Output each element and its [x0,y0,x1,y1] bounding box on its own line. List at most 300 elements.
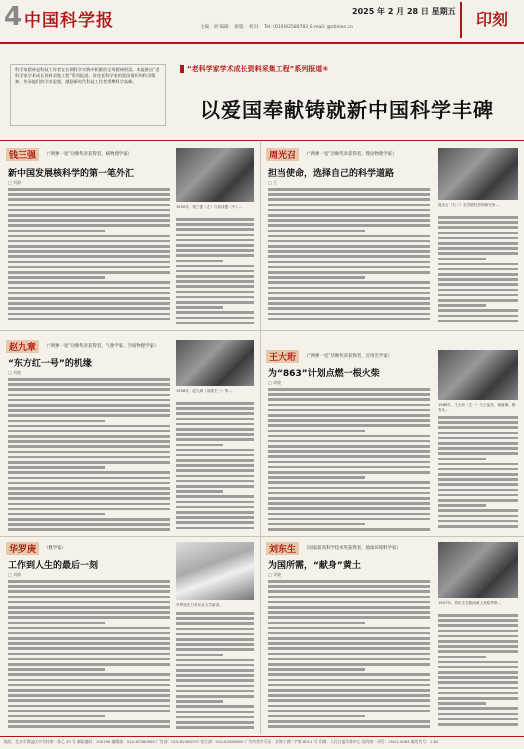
body-text-line [176,459,254,462]
article-person-role: （“两弹一星”功勋奖章获得者，理论物理学家） [304,152,397,157]
body-text-line [268,596,430,599]
body-text-line [176,218,254,221]
body-text-line [176,285,254,288]
body-text-line [8,663,170,666]
body-text-line [8,219,170,222]
body-text-line [176,685,254,688]
body-text-line [176,638,254,641]
body-text-line [176,506,254,509]
body-text-line [8,601,170,604]
body-text-line [268,585,430,588]
body-text-line [176,223,254,226]
body-text-line [268,271,430,274]
article-body-col2 [176,218,254,328]
body-text-line [176,721,254,724]
body-text-line [8,302,170,305]
body-text-line [438,416,518,419]
body-text-line [268,250,430,253]
body-text-line [268,188,430,191]
body-text-line [176,622,254,625]
article-byline: □ 王 [268,180,278,185]
body-text-line [268,445,430,448]
body-text-line [268,481,430,484]
body-text-line [176,633,254,636]
body-text-line [176,659,254,662]
article-liu-dongsheng [266,542,520,732]
body-text-line [176,521,254,524]
body-text-line [176,275,254,278]
body-text-line [438,473,518,476]
body-text-line [8,503,170,506]
body-text-line [8,271,170,274]
paper-name: 中国科学报 [24,11,114,31]
body-text-line [176,454,254,457]
photo-caption: 1950年，钱三强（左）与何泽慧（中）… [176,205,243,209]
page-footer: 地址：北京市海淀区中关村南一条乙 33 号 邮政编码：100190 编辑部：010-62580699 广告部：010-62580707 发行部：010-62580600 广告经营许可证：京海工商广字第 8011 号 印刷：人民日报印务中心 国内统一刊号：CN11-0084 邮发代号：1-82 [0,736,524,749]
body-text-line [268,388,430,391]
body-text-line [438,442,518,445]
body-text-line [8,590,170,593]
body-text-line [438,692,518,695]
body-text-line [176,501,254,504]
body-text-line [438,421,518,424]
body-text-line [176,418,254,421]
body-text-line [268,440,430,443]
body-text-line [8,653,170,656]
body-text-line [8,240,170,243]
body-text-line [176,648,254,651]
body-text-line [176,480,254,483]
body-text-line [438,242,518,245]
body-text-line [176,674,254,677]
body-text-line [268,476,365,479]
body-text-line [438,645,518,648]
body-text-line [176,311,254,314]
body-text-line [176,516,254,519]
body-text-line [438,707,518,710]
body-text-line [268,307,430,310]
body-text-line [176,244,254,247]
body-text-line [8,204,170,207]
body-text-line [8,287,170,290]
issue-date: 2025 年 2 月 28 日 星期五 [352,7,456,16]
photo-caption: 周光召（右二）在苏联杜布纳研究所… [438,203,500,207]
body-text-line [438,671,518,674]
body-text-line [8,668,105,671]
article-title: 新中国发展核科学的第一笔外汇 [8,169,135,179]
body-text-line [438,702,486,705]
article-body-col2 [438,614,518,732]
body-text-line [8,497,170,500]
body-text-line [438,509,518,512]
body-text-line [268,611,430,614]
body-text-line [268,398,430,401]
body-text-line [8,523,170,526]
page-number: 4 [4,2,23,32]
body-text-line [8,388,170,391]
body-text-line [176,317,254,320]
body-text-line [8,616,170,619]
body-text-line [176,700,223,703]
body-text-line [438,432,518,435]
article-photo [438,542,518,598]
article-body-col2 [176,612,254,732]
article-person-name: 赵九章 [6,340,39,353]
body-text-line [268,261,430,264]
body-text-line [268,214,430,217]
body-text-line [438,216,518,219]
body-text-line [268,424,430,427]
article-body [8,580,170,732]
body-text-line [268,281,430,284]
body-text-line [8,430,170,433]
body-text-line [268,198,430,201]
body-text-line [176,695,254,698]
body-text-line [438,289,518,292]
article-byline: □ 胡晓 [268,380,282,385]
body-text-line [176,475,254,478]
body-text-line [8,235,170,238]
row-divider-1 [0,330,524,331]
body-text-line [8,658,170,661]
body-text-line [268,637,430,640]
body-text-line [8,642,170,645]
body-text-line [438,315,518,318]
body-text-line [176,423,254,426]
body-text-line [8,720,170,723]
body-text-line [8,399,170,402]
body-text-line [176,260,223,263]
body-text-line [8,261,170,264]
body-text-line [438,515,518,518]
body-text-line [268,627,430,630]
body-text-line [8,699,170,702]
body-text-line [176,617,254,620]
body-text-line [268,240,430,243]
article-body [268,188,430,328]
body-text-line [8,404,170,407]
intro-box [10,64,166,126]
body-text-line [438,309,518,312]
body-text-line [176,679,254,682]
article-byline: □ 刘晓 [8,572,22,577]
body-text-line [438,504,486,507]
article-person-role: （数学家） [44,546,66,551]
intro-text: 科学家精神是科技工作者在长期科学实践中积累的宝贵精神财富。本报推出“老科学家学术成长资料采集工程”系列报道，讲述老科学家的爱国情怀和科学精神，传承他们的学术思想，激励新时代科技工作者勇攀科学高峰。 [15,67,160,85]
body-text-line [176,726,254,729]
body-text-line [268,502,430,505]
body-text-line [268,684,430,687]
body-text-line [176,444,223,447]
body-text-line [438,273,518,276]
body-text-line [8,477,170,480]
body-text-line [268,715,365,718]
body-text-line [438,499,518,502]
body-text-line [176,664,254,667]
body-text-line [176,301,254,304]
body-text-line [438,635,518,638]
body-text-line [268,419,430,422]
body-text-line [268,668,365,671]
article-photo [176,148,254,202]
body-text-line [438,258,486,261]
body-text-line [8,725,170,728]
body-text-line [268,647,430,650]
article-zhou-guangzhao [266,148,520,328]
body-text-line [438,713,518,716]
body-text-line [268,673,430,676]
article-person-role: （国家最高科学技术奖获得者，地球环境科学家） [304,546,401,551]
body-text-line [438,320,518,323]
body-text-line [438,452,518,455]
body-text-line [268,297,430,300]
body-text-line [176,690,254,693]
body-text-line [8,637,170,640]
article-person-name: 王大珩 [266,350,299,363]
body-text-line [176,485,254,488]
body-text-line [8,715,105,718]
body-text-line [268,694,430,697]
masthead [0,0,524,44]
article-body [8,378,170,534]
body-text-line [268,497,430,500]
body-text-line [8,318,170,321]
body-text-line [176,306,223,309]
body-text-line [8,606,170,609]
body-text-line [268,224,430,227]
body-text-line [268,193,430,196]
body-text-line [176,291,254,294]
body-text-line [8,313,170,316]
article-person-role: （“两弹一星”功勋奖章获得者，应用光学家） [304,354,392,359]
body-text-line [268,663,430,666]
body-text-line [438,697,518,700]
row-divider-2 [0,536,524,537]
body-text-line [8,420,105,423]
article-photo [438,148,518,200]
body-text-line [176,469,254,472]
body-text-line [268,601,430,604]
body-text-line [268,245,430,248]
article-person-name: 华罗庚 [6,542,39,555]
body-text-line [268,710,430,713]
body-text-line [8,383,170,386]
page-headline: 以爱国奉献铸就新中国科学丰碑 [200,98,494,122]
headline-divider [0,140,524,141]
body-text-line [268,653,430,656]
body-text-line [8,297,170,300]
article-person-role: （“两弹一星”功勋奖章获得者，气象学家、空间物理学家） [44,344,159,349]
article-title: 为国所需，“献身”黄土 [268,561,361,571]
body-text-line [438,294,518,297]
body-text-line [176,433,254,436]
body-text-line [268,518,430,521]
body-text-line [176,412,254,415]
body-text-line [176,296,254,299]
body-text-line [438,283,518,286]
body-text-line [268,235,430,238]
article-body-col2 [438,416,518,534]
body-text-line [8,492,170,495]
body-text-line [176,265,254,268]
body-text-line [176,711,254,714]
body-text-line [438,468,518,471]
body-text-line [8,425,170,428]
body-text-line [438,437,518,440]
body-text-line [8,378,170,381]
body-text-line [268,622,365,625]
body-text-line [438,447,518,450]
body-text-line [8,684,170,687]
body-text-line [8,471,170,474]
body-text-line [8,461,170,464]
article-zhao-jiuzhang [6,340,256,534]
body-text-line [8,292,170,295]
body-text-line [438,478,518,481]
body-text-line [176,280,254,283]
body-text-line [268,266,430,269]
body-text-line [438,614,518,617]
body-text-line [268,404,430,407]
body-text-line [8,307,170,310]
body-text-line [8,482,170,485]
body-text-line [268,450,430,453]
body-text-line [8,513,105,516]
body-text-line [176,490,223,493]
editor-info: 主编：刘 编辑： 排版： 校对： Tel: (010)62580783 E-mail: @stimes.cn [200,25,353,30]
body-text-line [8,209,170,212]
body-text-line [268,318,430,321]
body-text-line [438,426,518,429]
body-text-line [438,463,518,466]
article-byline: □ 刘晓 [268,572,282,577]
body-text-line [438,247,518,250]
body-text-line [268,255,430,258]
body-text-line [268,632,430,635]
body-text-line [176,511,254,514]
body-text-line [8,611,170,614]
body-text-line [268,409,430,412]
body-text-line [438,661,518,664]
body-text-line [438,687,518,690]
article-title: 担当使命，选择自己的科学道路 [268,169,395,179]
series-label: “老科学家学术成长资料采集工程”系列报道④ [180,64,328,74]
body-text-line [268,705,430,708]
body-text-line [176,322,254,325]
body-text-line [8,230,105,233]
section-tag: 印刻 [460,2,522,38]
body-text-line [268,642,430,645]
body-text-line [268,699,430,702]
body-text-line [268,616,430,619]
body-text-line [438,666,518,669]
body-text-line [438,458,486,461]
article-title: 工作到人生的最后一刻 [8,561,99,571]
body-text-line [438,232,518,235]
body-text-line [268,471,430,474]
body-text-line [268,523,365,526]
body-text-line [438,650,518,653]
body-text-line [268,414,430,417]
body-text-line [176,464,254,467]
body-text-line [176,527,254,530]
body-text-line [176,449,254,452]
body-text-line [268,292,430,295]
article-body [268,580,430,732]
body-text-line [8,198,170,201]
body-text-line [8,224,170,227]
body-text-line [176,495,254,498]
body-text-line [8,679,170,682]
body-text-line [8,445,170,448]
article-person-role: （“两弹一星”功勋奖章获得者，核物理学家） [44,152,132,157]
body-text-line [8,435,170,438]
body-text-line [176,716,254,719]
body-text-line [176,234,254,237]
body-text-line [268,302,430,305]
photo-caption: 1986年，王大珩（左一）与王淦昌、杨嘉墀、陈芳允… [438,403,516,412]
article-photo [176,542,254,600]
body-text-line [438,656,486,659]
body-text-line [268,528,430,531]
body-text-line [176,407,254,410]
article-photo [176,340,254,386]
body-text-line [176,428,254,431]
body-text-line [8,622,105,625]
body-text-line [8,281,170,284]
body-text-line [8,456,170,459]
body-text-line [438,489,518,492]
body-text-line [268,209,430,212]
body-text-line [268,487,430,490]
body-text-line [438,718,518,721]
body-text-line [176,438,254,441]
body-text-line [8,188,170,191]
body-text-line [8,508,170,511]
body-text-line [268,393,430,396]
body-text-line [268,590,430,593]
article-title: 为“863”计划点燃一根火柴 [268,369,380,379]
body-text-line [438,252,518,255]
article-wang-daheng [266,350,520,534]
photo-caption: 华罗庚在日本东京大学演讲。 [176,603,223,607]
body-text-line [268,492,430,495]
article-body [268,388,430,534]
body-text-line [268,720,430,723]
body-text-line [438,630,518,633]
photo-caption: 1958年，赵九章（前排左一）等… [176,389,232,393]
body-text-line [268,455,430,458]
body-text-line [8,518,170,521]
body-text-line [176,669,254,672]
body-text-line [8,214,170,217]
body-text-line [8,647,170,650]
body-text-line [8,466,105,469]
body-text-line [8,689,170,692]
body-text-line [8,487,170,490]
body-text-line [438,268,518,271]
body-text-line [8,528,170,531]
body-text-line [176,228,254,231]
article-qian-sanqiang [6,148,256,328]
body-text-line [438,483,518,486]
article-body-col2 [438,216,518,328]
body-text-line [8,585,170,588]
body-text-line [268,219,430,222]
body-text-line [268,287,430,290]
article-photo [438,350,518,400]
body-text-line [8,673,170,676]
